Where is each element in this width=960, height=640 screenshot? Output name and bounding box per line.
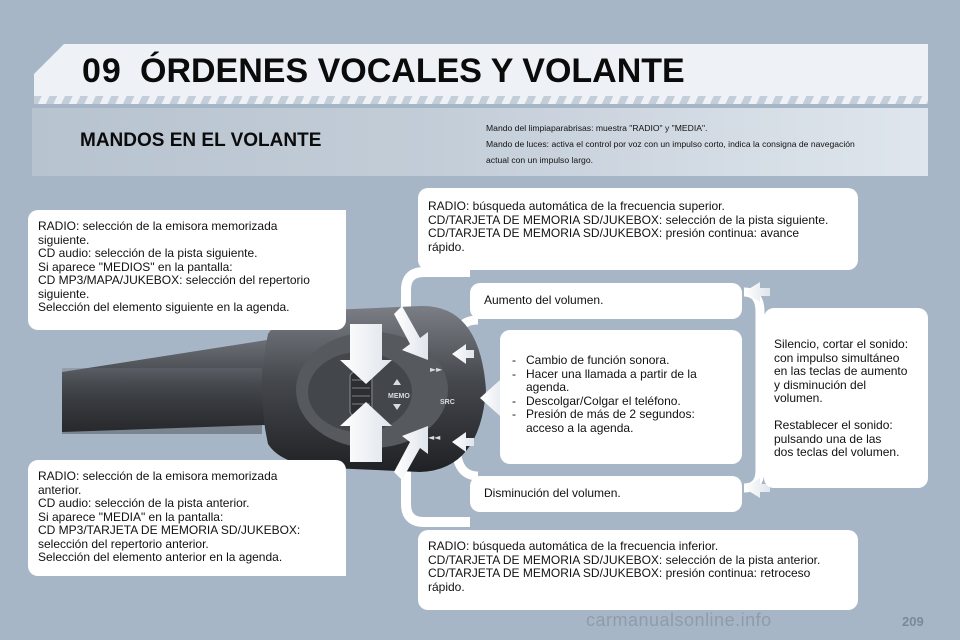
callout-line: Si aparece "MEDIOS" en la pantalla: [38,259,233,274]
callout-next-preset [28,210,346,330]
callout-previous-preset [28,460,346,576]
callout-line: anterior. [38,482,82,497]
chapter-title: ÓRDENES VOCALES Y VOLANTE [140,52,685,90]
callout-volume-up: Aumento del volumen. [470,283,742,319]
note-line: actual con un impulso largo. [486,155,594,165]
page-number: 209 [902,614,924,629]
callout-line: RADIO: búsqueda automática de la frecuencia superior. [428,199,725,213]
stalk-arm-grip [62,368,262,434]
callout-line: CD MP3/MAPA/JUKEBOX: selección del repertorio [38,273,310,287]
callout-line: y disminución del [774,377,867,392]
callout-mute [764,308,928,488]
callout-line: siguiente. [38,232,90,247]
src-label: SRC [440,399,455,406]
callout-volume-down: Disminución del volumen. [470,476,742,512]
callout-line: pulsando una de las [774,431,882,446]
callout-line: CD/TARJETA DE MEMORIA SD/JUKEBOX: selección de la pista anterior. [428,552,821,567]
note-line: Mando de luces: activa el control por voz con un impulso corto, indica la consigna de navegación [486,139,855,149]
callout-line: CD audio: selección de la pista siguiente. [38,246,258,260]
callout-seek-up [418,188,858,270]
list-item: - Descolgar/Colgar el teléfono. [510,395,732,409]
callout-src-functions [500,330,742,464]
callout-line: dos teclas del volumen. [774,445,900,459]
list-item: - Hacer una llamada a partir de la agenda. [510,368,732,395]
callout-line: RADIO: búsqueda automática de la frecuencia inferior. [428,539,719,553]
callout-line: Silencio, cortar el sonido: [774,337,909,351]
section-title: MANDOS EN EL VOLANTE [80,130,322,151]
guide-bracket-silence [744,292,760,488]
callout-line: rápido. [428,239,465,254]
callout-line: CD/TARJETA DE MEMORIA SD/JUKEBOX: presión continua: avance [428,226,800,240]
callout-line: CD/TARJETA DE MEMORIA SD/JUKEBOX: selección de la pista siguiente. [428,212,829,227]
note-line: Mando del limpiaparabrisas: muestra "RADIO" y "MEDIA". [486,123,708,133]
rewind-icon: ◄◄ [428,433,441,442]
callout-line: Selección del elemento siguiente en la agenda. [38,300,290,314]
callout-line: con impulso simultáneo [774,350,900,365]
list-item: - Presión de más de 2 segundos: acceso a la agenda. [510,408,732,435]
callout-line: rápido. [428,579,465,594]
callout-seek-down [418,530,858,610]
callout-line: RADIO: selección de la emisora memorizada [38,469,278,483]
fast-forward-icon: ►► [430,365,443,374]
callout-line: RADIO: selección de la emisora memorizada [38,219,278,233]
callout-line: Si aparece "MEDIA" en la pantalla: [38,509,224,524]
callout-line: volumen. [774,391,823,405]
callout-line: siguiente. [38,286,90,301]
callout-line: CD audio: selección de la pista anterior. [38,496,250,510]
callout-line: en las teclas de aumento [774,364,908,378]
watermark: carmanualsonline.info [586,610,772,630]
callout-line: CD/TARJETA DE MEMORIA SD/JUKEBOX: presión continua: retroceso [428,566,811,580]
chapter-number: 09 [82,52,122,90]
list-item: - Cambio de función sonora. [510,354,732,368]
callout-line: Restablecer el sonido: [774,418,893,432]
callout-line [774,406,918,420]
callout-line: Selección del elemento anterior en la agenda. [38,550,283,564]
callout-line: selección del repertorio anterior. [38,536,209,551]
callout-line: CD MP3/TARJETA DE MEMORIA SD/JUKEBOX: [38,523,301,537]
memo-label: MEMO [388,393,410,400]
